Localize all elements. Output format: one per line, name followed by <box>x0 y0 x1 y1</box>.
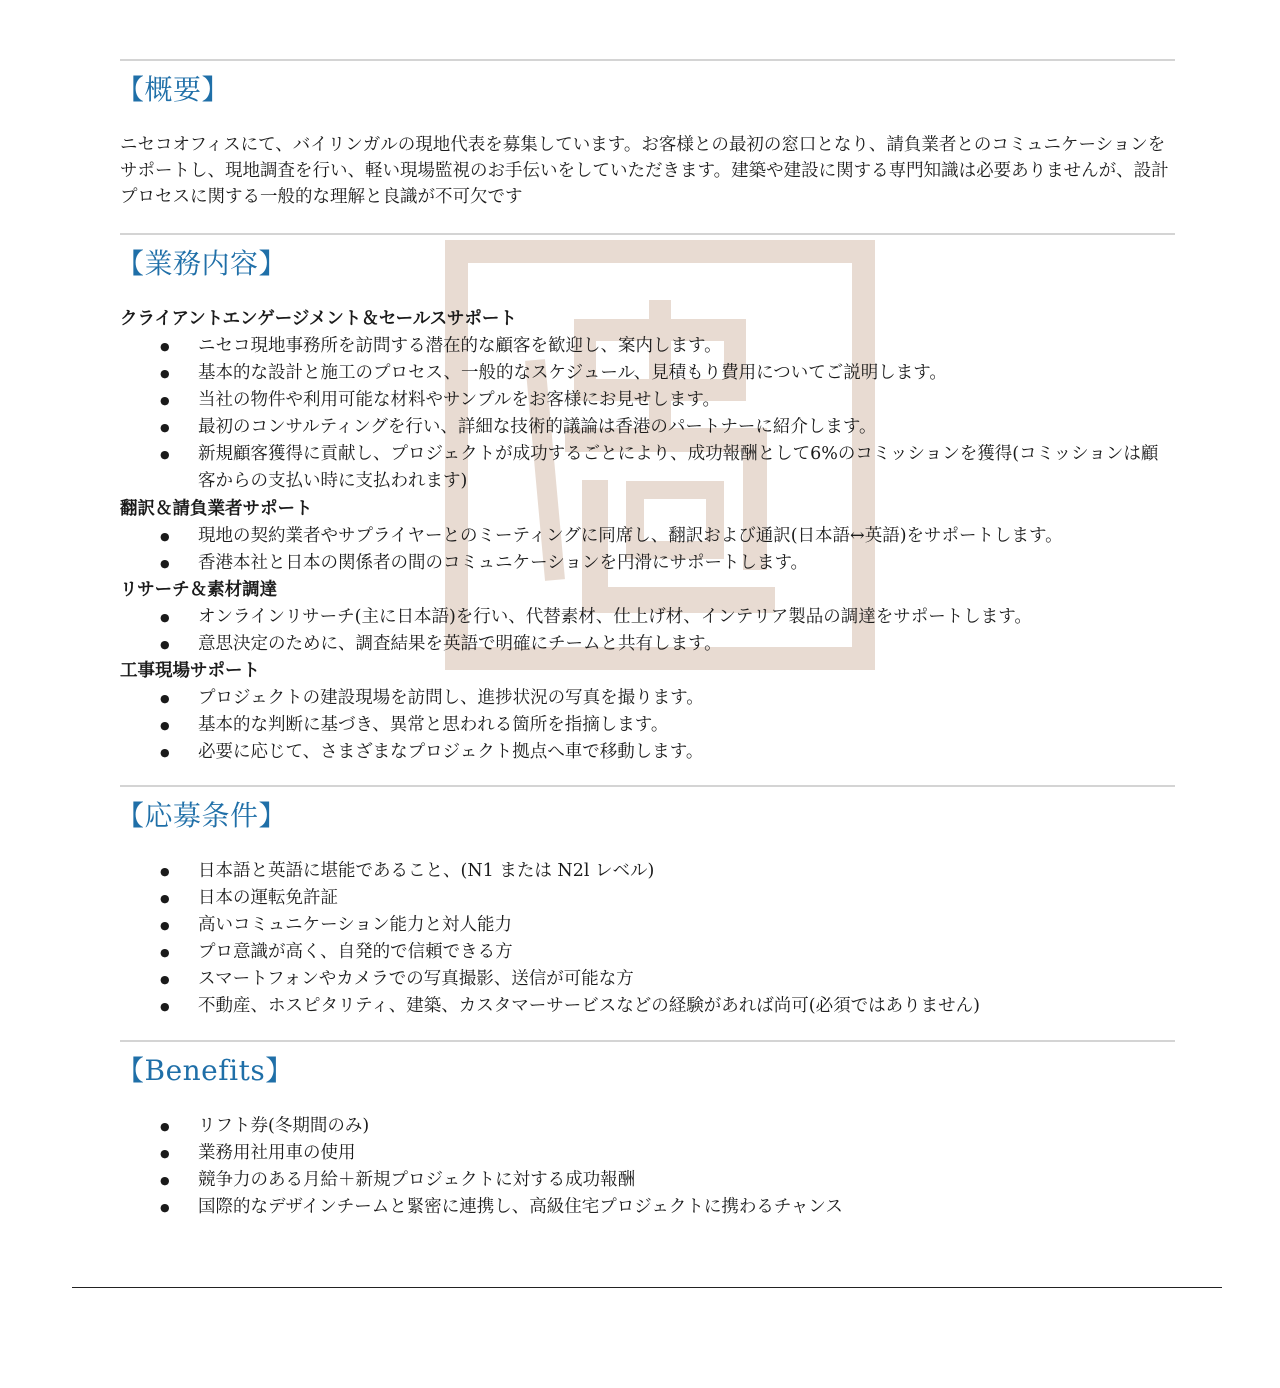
list-item: ● プロジェクトの建設現場を訪問し、進捗状況の写真を撮ります。 <box>120 685 1175 712</box>
duty-list <box>120 604 1175 658</box>
duty-group-title: 翻訳＆請負業者サポート <box>120 499 313 519</box>
list-item: ● 業務用社用車の使用 <box>120 1140 1175 1167</box>
list-item: ● 基本的な判断に基づき、異常と思われる箇所を指摘します。 <box>120 712 1175 739</box>
list-item: ● 香港本社と日本の関係者の間のコミュニケーションを円滑にサポートします。 <box>120 550 1175 577</box>
duty-group-title: クライアントエンゲージメント＆セールスサポート <box>120 309 517 329</box>
overview-heading: 【概要】 <box>116 73 231 106</box>
requirements-list <box>120 858 1175 1020</box>
list-item: ● 不動産、ホスピタリティ、建築、カスタマーサービスなどの経験があれば尚可(必須ではありません) <box>120 993 1175 1020</box>
list-item: ● 現地の契約業者やサプライヤーとのミーティングに同席し、翻訳および通訳(日本語↔英語)をサポートします。 <box>120 523 1175 550</box>
list-item: ● 国際的なデザインチームと緊密に連携し、高級住宅プロジェクトに携わるチャンス <box>120 1194 1175 1221</box>
list-item: ● 当社の物件や利用可能な材料やサンプルをお客様にお見せします。 <box>120 387 1175 414</box>
overview-paragraph: ニセコオフィスにて、バイリンガルの現地代表を募集しています。お客様との最初の窓口となり、請負業者とのコミュニケーションをサポートし、現地調査を行い、軽い現場監視のお手伝いをしていただきます。建築や建設に関する専門知識は必要ありませんが、設計プロセスに関する一般的な理解と良識が不可欠です <box>120 135 1169 207</box>
list-item: ● 高いコミュニケーション能力と対人能力 <box>120 912 1175 939</box>
list-item: ● プロ意識が高く、自発的で信頼できる方 <box>120 939 1175 966</box>
list-item: ● 日本語と英語に堪能であること、(N1 または N2l レベル) <box>120 858 1175 885</box>
section-divider <box>120 1040 1175 1042</box>
duty-list <box>120 523 1175 577</box>
duties-heading: 【業務内容】 <box>116 247 288 280</box>
section-divider <box>120 59 1175 61</box>
list-item: ● 最初のコンサルティングを行い、詳細な技術的議論は香港のパートナーに紹介します。 <box>120 414 1175 441</box>
duty-group-title: 工事現場サポート <box>120 661 260 681</box>
duty-list <box>120 333 1175 495</box>
benefits-list <box>120 1113 1175 1221</box>
list-item: ● 日本の運転免許証 <box>120 885 1175 912</box>
list-item: ● 新規顧客獲得に貢献し、プロジェクトが成功するごとにより、成功報酬として6%のコミッションを獲得(コミッションは顧客からの支払い時に支払われます) <box>120 441 1175 495</box>
section-divider <box>120 233 1175 235</box>
duty-group-title: リサーチ＆素材調達 <box>120 580 278 600</box>
list-item: ● 意思決定のために、調査結果を英語で明確にチームと共有します。 <box>120 631 1175 658</box>
list-item: ● スマートフォンやカメラでの写真撮影、送信が可能な方 <box>120 966 1175 993</box>
duty-list <box>120 685 1175 766</box>
list-item: ● 必要に応じて、さまざまなプロジェクト拠点へ車で移動します。 <box>120 739 1175 766</box>
section-divider <box>120 785 1175 787</box>
requirements-heading: 【応募条件】 <box>116 799 288 832</box>
list-item: ● ニセコ現地事務所を訪問する潜在的な顧客を歓迎し、案内します。 <box>120 333 1175 360</box>
list-item: ● オンラインリサーチ(主に日本語)を行い、代替素材、仕上げ材、インテリア製品の調達をサポートします。 <box>120 604 1175 631</box>
list-item: ● リフト券(冬期間のみ) <box>120 1113 1175 1140</box>
list-item: ● 基本的な設計と施工のプロセス、一般的なスケジュール、見積もり費用についてご説明します。 <box>120 360 1175 387</box>
benefits-heading: 【Benefits】 <box>116 1054 294 1087</box>
list-item: ● 競争力のある月給＋新規プロジェクトに対する成功報酬 <box>120 1167 1175 1194</box>
footer-divider <box>72 1287 1222 1288</box>
